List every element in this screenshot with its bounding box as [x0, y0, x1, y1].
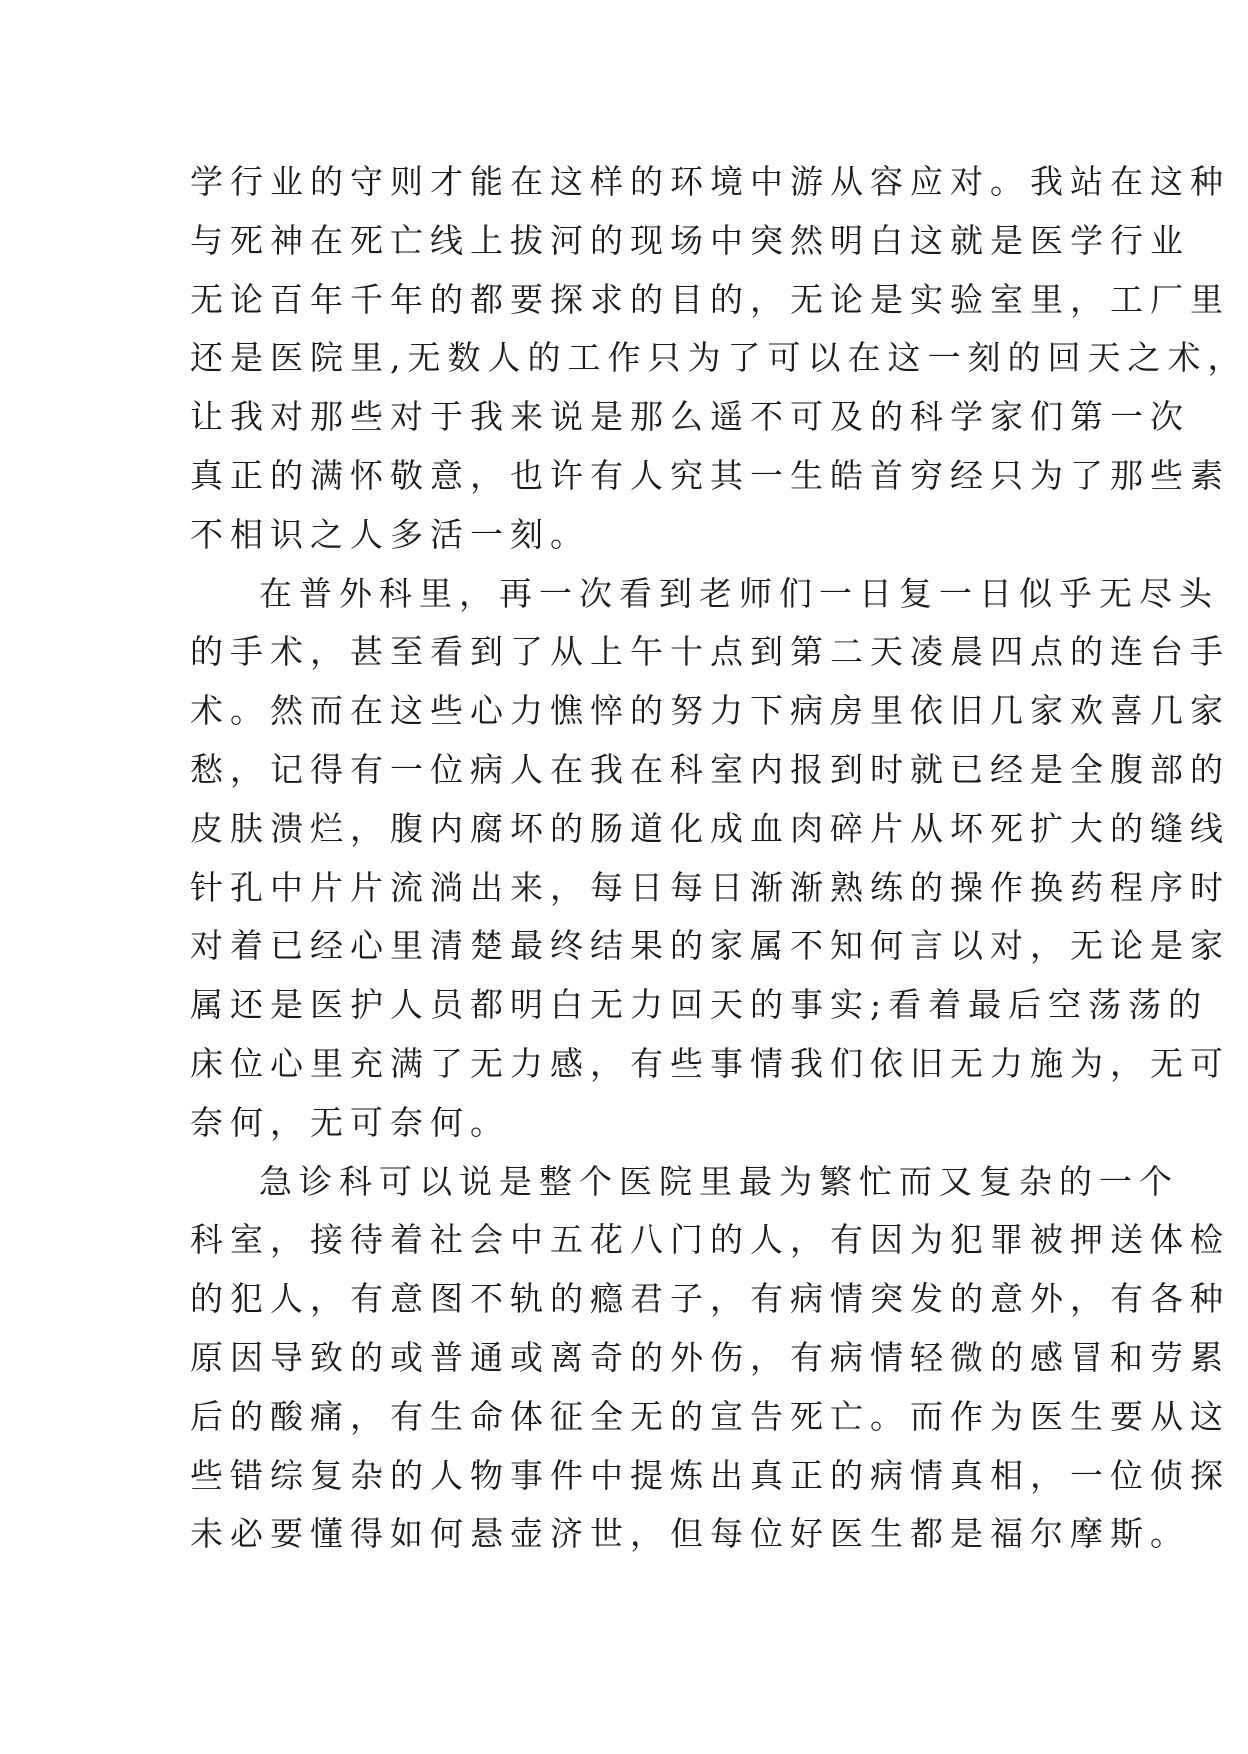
text-line: 真正的满怀敬意，也许有人究其一生皓首穷经只为了那些素: [190, 455, 1230, 495]
text-line: 床位心里充满了无力感，有些事情我们依旧无力施为，无可: [190, 1043, 1230, 1083]
text-line: 还是医院里,无数人的工作只为了可以在这一刻的回天之术，: [190, 338, 1248, 378]
text-line: 术。然而在这些心力憔悴的努力下病房里依旧几家欢喜几家: [190, 691, 1230, 731]
text-line: 奈何，无可奈何。: [190, 1102, 510, 1142]
paragraph-1: [190, 153, 1248, 565]
text-line: 对着已经心里清楚最终结果的家属不知何言以对，无论是家: [190, 926, 1230, 966]
text-line: 的犯人，有意图不轨的瘾君子，有病情突发的意外，有各种: [190, 1279, 1230, 1319]
text-line: 原因导致的或普通或离奇的外伤，有病情轻微的感冒和劳累: [190, 1337, 1230, 1377]
document-body: [190, 153, 1248, 1564]
paragraph-2: [190, 565, 1230, 1153]
text-line: 针孔中片片流淌出来，每日每日渐渐熟练的操作换药程序时: [190, 867, 1230, 907]
text-line-first: 急诊科可以说是整个医院里最为繁忙而又复杂的一个: [259, 1161, 1179, 1201]
text-line: 愁，记得有一位病人在我在科室内报到时就已经是全腹部的: [190, 749, 1230, 789]
text-line: 不相识之人多活一刻。: [190, 514, 590, 554]
text-line: 后的酸痛，有生命体征全无的宣告死亡。而作为医生要从这: [190, 1396, 1230, 1436]
text-line: 学行业的守则才能在这样的环境中游从容应对。我站在这种: [190, 162, 1230, 201]
text-line: 的手术，甚至看到了从上午十点到第二天凌晨四点的连台手: [190, 632, 1230, 672]
text-line: 让我对那些对于我来说是那么遥不可及的科学家们第一次: [190, 397, 1190, 437]
text-line: 属还是医护人员都明白无力回天的事实;看着最后空荡荡的: [190, 985, 1209, 1025]
text-line: 无论百年千年的都要探求的目的，无论是实验室里，工厂里: [190, 279, 1230, 319]
paragraph-3: [190, 1153, 1230, 1565]
text-line: 未必要懂得如何悬壶济世，但每位好医生都是福尔摩斯。: [190, 1514, 1190, 1554]
text-line: 与死神在死亡线上拔河的现场中突然明白这就是医学行业: [190, 220, 1190, 260]
text-line-first: 在普外科里，再一次看到老师们一日复一日似乎无尽头: [259, 573, 1219, 613]
text-line: 科室，接待着社会中五花八门的人，有因为犯罪被押送体检: [190, 1220, 1230, 1260]
text-line: 些错综复杂的人物事件中提炼出真正的病情真相，一位侦探: [190, 1455, 1230, 1495]
text-line: 皮肤溃烂，腹内腐坏的肠道化成血肉碎片从坏死扩大的缝线: [190, 808, 1230, 848]
